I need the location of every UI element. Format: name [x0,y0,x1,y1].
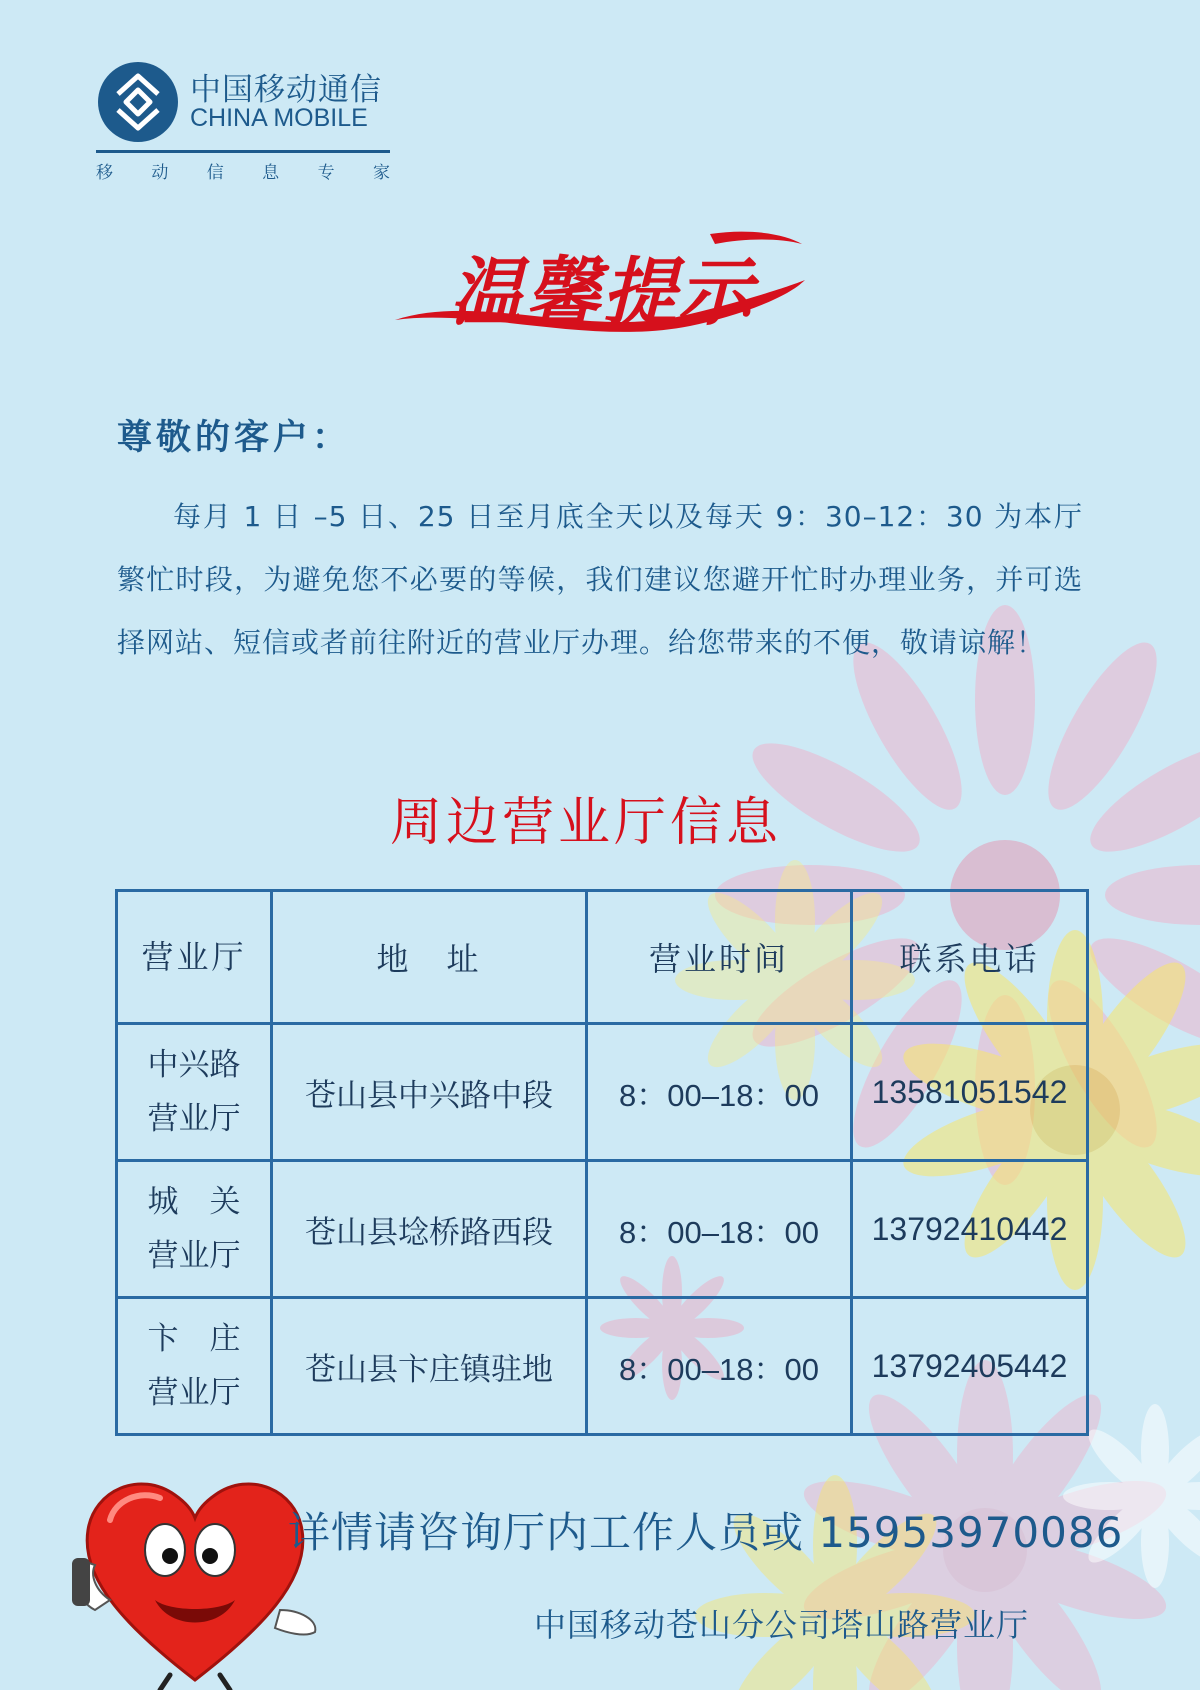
table-row [117,1161,1088,1298]
address-cell: 苍山县卞庄镇驻地 [272,1298,587,1435]
hall-name-line: 营业厅 [147,1375,241,1411]
hall-name-line: 营业厅 [147,1101,241,1137]
logo-tagline-char: 动 [151,163,169,183]
hours-cell: 8：00–18：00 [587,1161,852,1298]
table-header: 营业时间 [587,891,852,1024]
phone-cell: 13581051542 [852,1024,1088,1161]
phone-cell: 13792410442 [852,1161,1088,1298]
logo-tagline-char: 信 [206,163,224,183]
branch-name: 中国移动苍山分公司塔山路营业厅 [534,1606,1030,1644]
hall-name-cell [117,1298,272,1435]
hall-name-line: 城 关 [147,1184,241,1220]
hall-name-cell [117,1024,272,1161]
hours-cell: 8：00–18：00 [587,1024,852,1161]
phone-cell: 13792405442 [852,1298,1088,1435]
section-title: 周边营业厅信息 [390,793,783,853]
hall-name-line: 营业厅 [147,1238,241,1274]
logo-tagline-char: 家 [372,163,390,183]
table-row [117,1298,1088,1435]
branch-table [115,889,1089,1436]
table-row [117,1024,1088,1161]
logo-divider [96,150,390,153]
address-cell: 苍山县中兴路中段 [272,1024,587,1161]
hall-name-cell [117,1161,272,1298]
logo-name-cn: 中国移动通信 [190,72,382,108]
logo-tagline [96,158,390,183]
heart-mascot-icon [70,1460,320,1690]
table-header: 联系电话 [852,891,1088,1024]
hall-name-line: 卞 庄 [147,1321,241,1357]
address-cell: 苍山县埝桥路西段 [272,1161,587,1298]
page-title: 温馨提示 [450,250,754,336]
logo-tagline-char: 息 [262,163,280,183]
title-banner [390,222,810,352]
china-mobile-logo [96,60,396,190]
greeting: 尊敬的客户： [117,418,352,458]
hours-cell: 8：00–18：00 [587,1298,852,1435]
logo-tagline-char: 专 [317,163,335,183]
consult-hotline: 详情请咨询厅内工作人员或 15953970086 [288,1508,1124,1557]
table-header: 营业厅 [117,891,272,1024]
logo-name-en: CHINA MOBILE [190,104,368,132]
notice-paragraph: 每月 1 日 –5 日、25 日至月底全天以及每天 9：30–12：30 为本厅繁忙时段，为避免您不必要的等候，我们建议您避开忙时办理业务，并可选择网站、短信或者前往附近的营业厅办理。给您带来的不便，敬请谅解！ [117,500,1083,659]
hall-name-line: 中兴路 [147,1047,241,1083]
table-header: 地 址 [272,891,587,1024]
china-mobile-mark-icon [96,60,180,144]
table-header-row [117,891,1088,1024]
logo-tagline-char: 移 [96,163,113,183]
